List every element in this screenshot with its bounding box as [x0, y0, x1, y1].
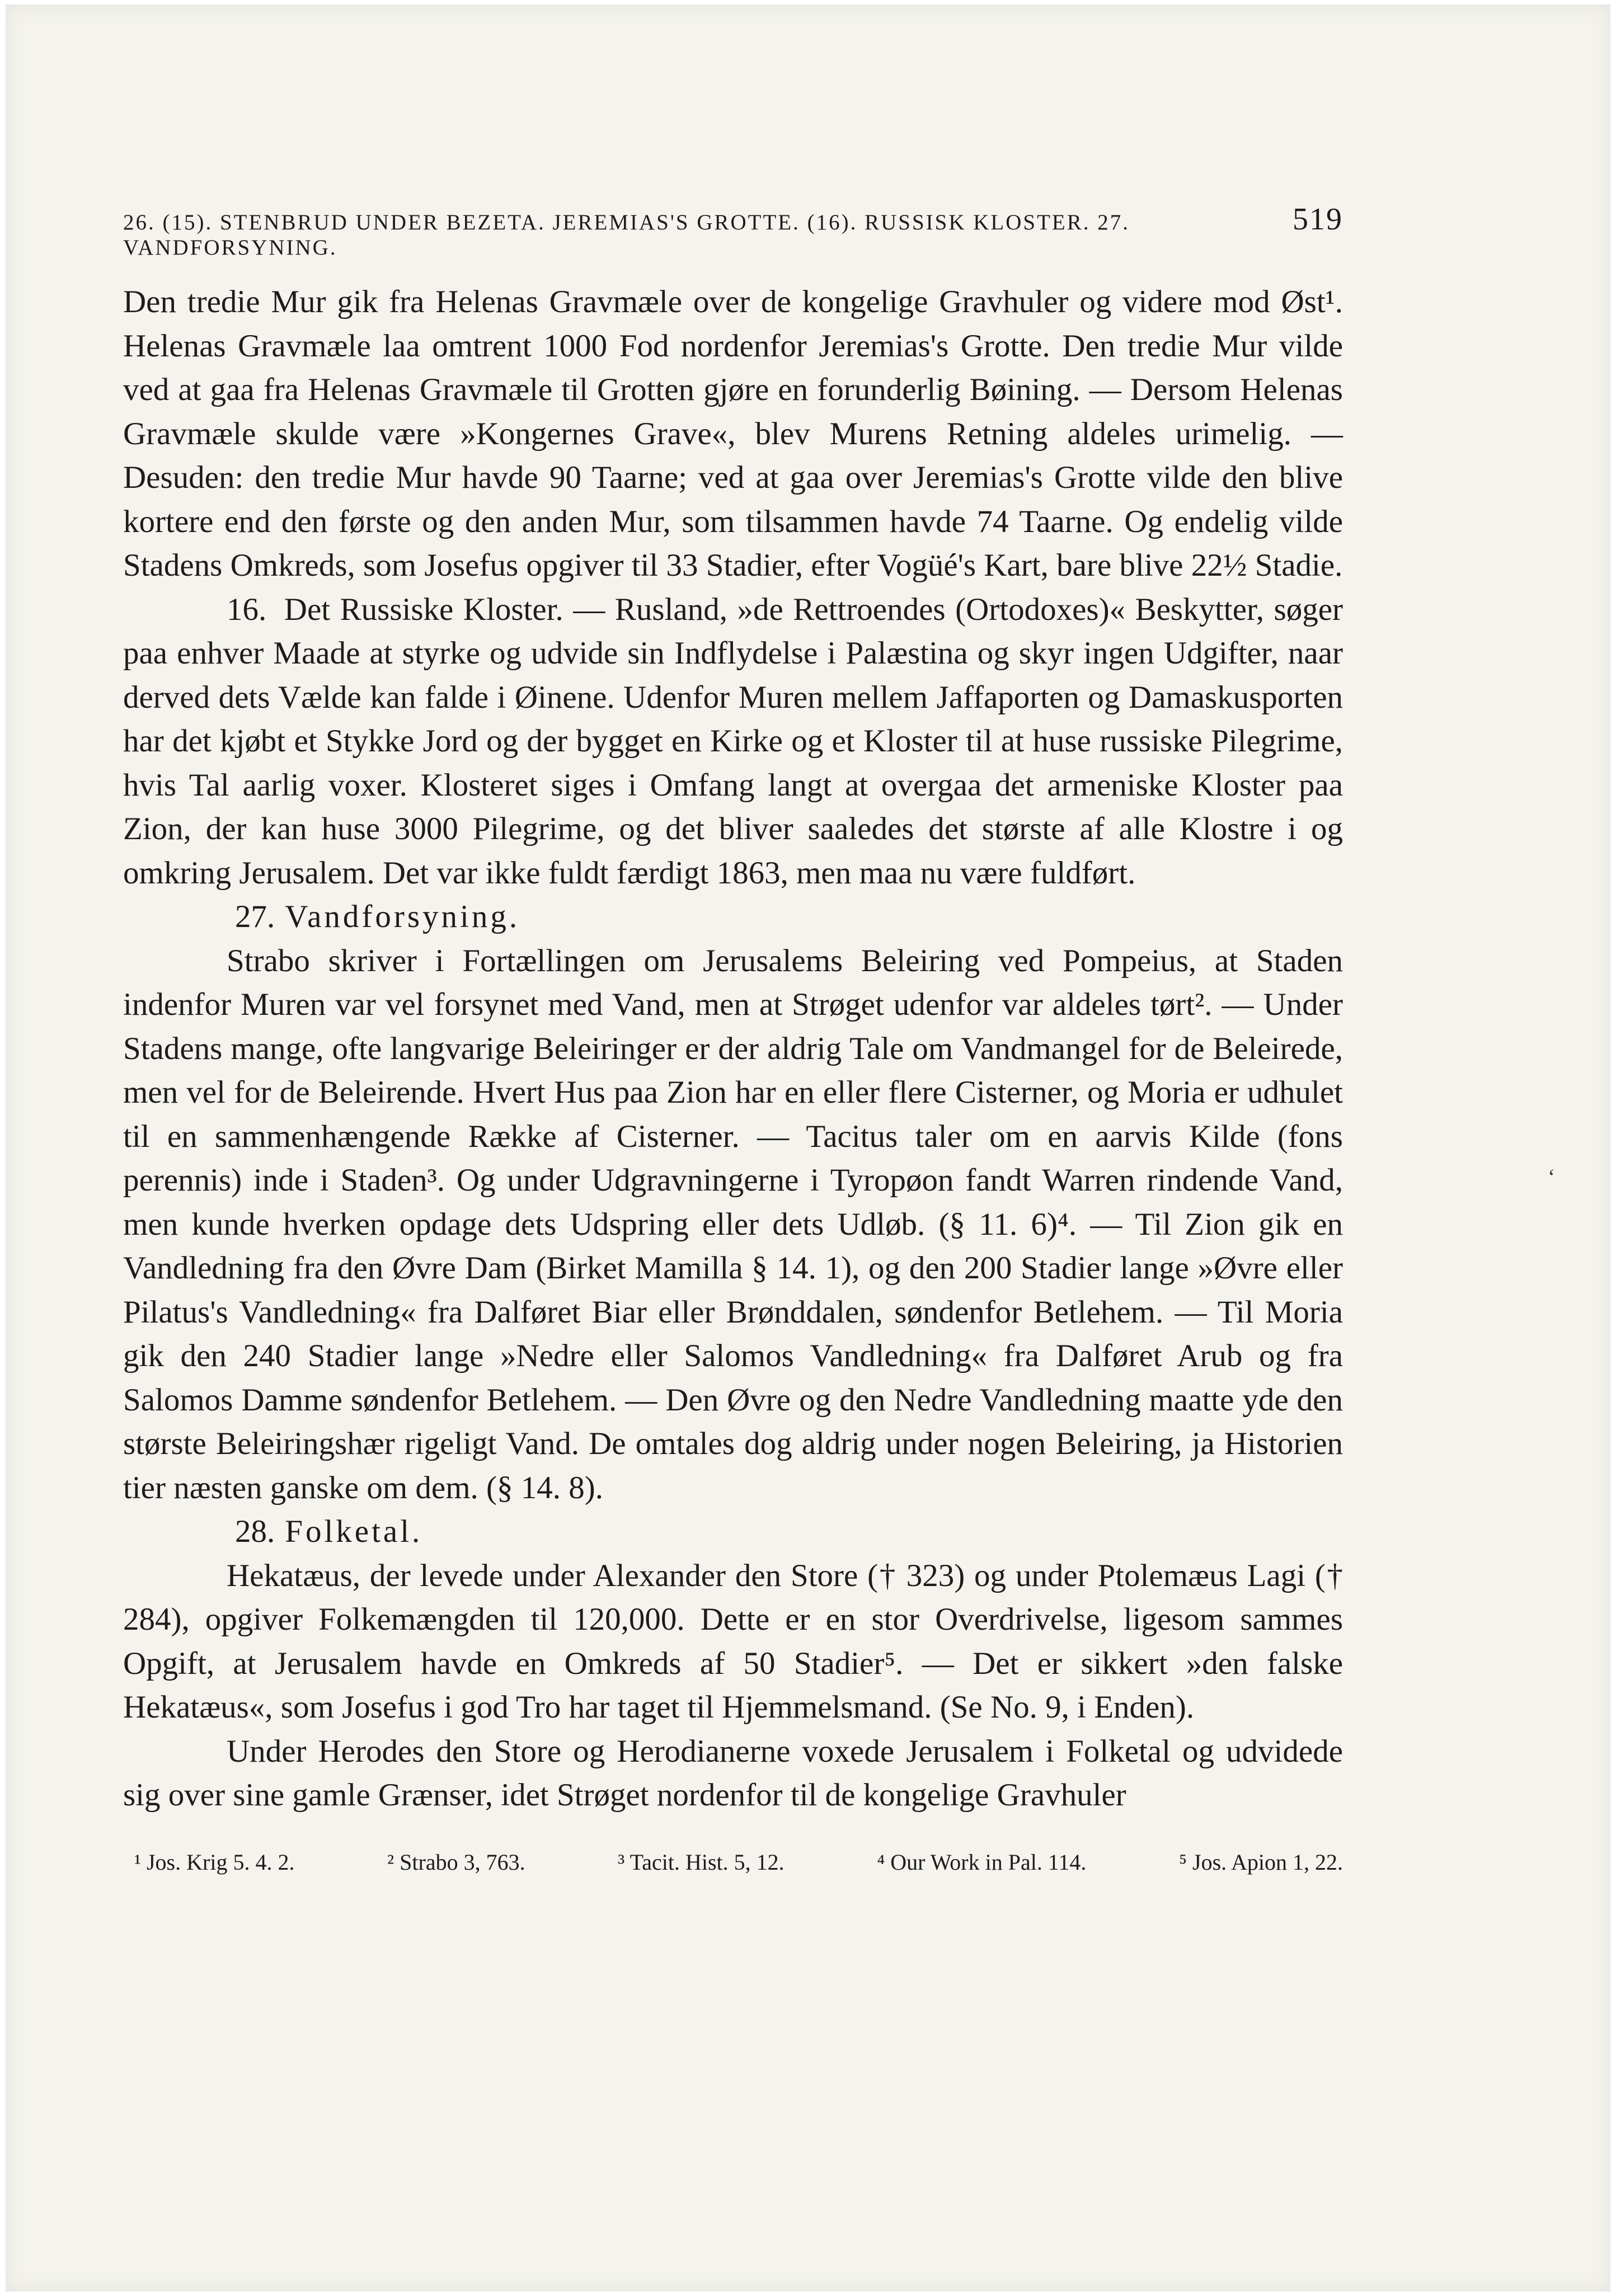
footnote-5: ⁵ Jos. Apion 1, 22. — [1179, 1849, 1343, 1875]
section-27-text: Strabo skriver i Fortællingen om Jerusalems Beleiring ved Pompeius, at Staden indenfor Muren var vel forsynet med Vand, men at Strøget udenfor var aldeles tørt². — Under Stadens mange, ofte langvarige Beleiringer er der aldrig Tale om Vandmangel for de Beleirede, men vel for de Beleirende. Hvert Hus paa Zion har en eller flere Cisterner, og Moria er udhulet til en sammenhængende Række af Cisterner. — Tacitus taler om en aarvis Kilde (fons perennis) inde i Staden³. Og under Udgravningerne i Tyropøon fandt Warren rindende Vand, men kunde hverken opdage dets Udspring eller dets Udløb. (§ 11. 6)⁴. — Til Zion gik en Vandledning fra den Øvre Dam (Birket Mamilla § 14. 1), og den 200 Stadier lange »Øvre eller Pilatus's Vandledning« fra Dalføret Biar eller Brønddalen, søndenfor Betlehem. — Til Moria gik den 240 Stadier lange »Nedre eller Salomos Vandledning« fra Dalføret Arub og fra Salomos Damme søndenfor Betlehem. — Den Øvre og den Nedre Vandledning maatte yde den største Beleiringshær rigeligt Vand. De omtales dog aldrig under nogen Beleiring, ja Historien tier næsten ganske om dem. (§ 14. 8). — [123, 943, 1343, 1505]
section-16-title: Det Russiske Kloster. — [284, 591, 563, 627]
section-28-number: 28. — [235, 1514, 275, 1549]
section-16 — [123, 588, 1343, 896]
section-27-number: 27. — [235, 899, 275, 934]
footnote-1: ¹ Jos. Krig 5. 4. 2. — [134, 1849, 295, 1875]
section-27-heading — [123, 895, 1343, 939]
footnotes — [123, 1848, 1343, 1877]
section-16-number: 16. — [227, 591, 267, 627]
margin-pencil-mark: ‘ — [1548, 1164, 1556, 1189]
running-header — [123, 201, 1343, 260]
section-16-text: — Rusland, »de Rettroendes (Ortodoxes)« Beskytter, søger paa enhver Maade at styrke og udvide sin Indflydelse i Palæstina og skyr ingen Udgifter, naar derved dets Vælde kan falde i Øinene. Udenfor Muren mellem Jaffaporten og Damaskusporten har det kjøbt et Stykke Jord og der bygget en Kirke og et Kloster til at huse russiske Pilegrime, hvis Tal aarlig voxer. Klosteret siges i Omfang langt at overgaa det armeniske Kloster paa Zion, der kan huse 3000 Pilegrime, og det bliver saaledes det største af alle Klostre i og omkring Jerusalem. Det var ikke fuldt færdigt 1863, men maa nu være fuldført. — [123, 591, 1343, 891]
running-head-text: 26. (15). STENBRUD UNDER BEZETA. JEREMIAS'S GROTTE. (16). RUSSISK KLOSTER. 27. VANDFORSYNING. — [123, 210, 1130, 260]
section-28-title: Folketal. — [285, 1514, 423, 1549]
section-27-title: Vandforsyning. — [285, 899, 520, 934]
page-content — [123, 201, 1343, 1877]
scanned-page — [6, 4, 1610, 2292]
footnote-2: ² Strabo 3, 763. — [387, 1849, 525, 1875]
section-28-text-1: Hekatæus, der levede under Alexander den Store († 323) og under Ptolemæus Lagi († 284), opgiver Folkemængden til 120,000. Dette er en stor Overdrivelse, ligesom sammes Opgift, at Jerusalem havde en Omkreds af 50 Stadier⁵. — Det er sikkert »den falske Hekatæus«, som Josefus i god Tro har taget til Hjemmelsmand. (Se No. 9, i Enden). — [123, 1558, 1343, 1725]
footnote-3: ³ Tacit. Hist. 5, 12. — [618, 1849, 784, 1875]
footnote-4: ⁴ Our Work in Pal. 114. — [877, 1849, 1087, 1875]
section-28-text-2: Under Herodes den Store og Herodianerne voxede Jerusalem i Folketal og udvidede sig over sine gamle Grænser, idet Strøget nordenfor til de kongelige Gravhuler — [123, 1733, 1343, 1813]
paragraph-third-wall: Den tredie Mur gik fra Helenas Gravmæle over de kongelige Gravhuler og videre mod Øst¹. Helenas Gravmæle laa omtrent 1000 Fod nordenfor Jeremias's Grotte. Den tredie Mur vilde ved at gaa fra Helenas Gravmæle til Grotten gjøre en forunderlig Bøining. — Dersom Helenas Gravmæle skulde være »Kongernes Grave«, blev Murens Retning aldeles urimelig. — Desuden: den tredie Mur havde 90 Taarne; ved at gaa over Jeremias's Grotte vilde den blive kortere end den første og den anden Mur, som tilsammen havde 74 Taarne. Og endelig vilde Stadens Omkreds, som Josefus opgiver til 33 Stadier, efter Vogüé's Kart, bare blive 22½ Stadie. — [123, 284, 1343, 583]
page-number: 519 — [1293, 202, 1343, 237]
body-text — [123, 280, 1343, 1818]
section-28-heading — [123, 1510, 1343, 1554]
